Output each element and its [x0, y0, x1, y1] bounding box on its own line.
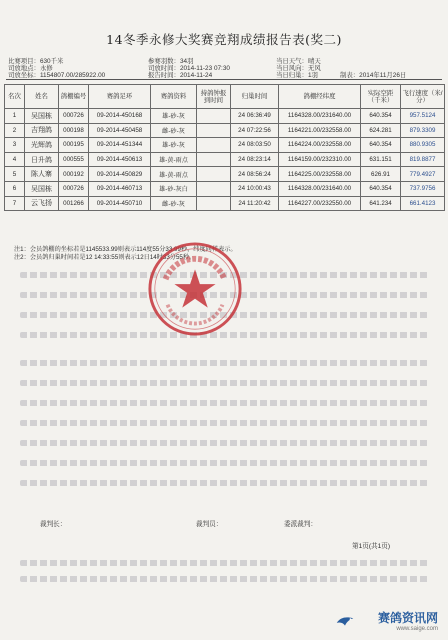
meta-club: 司放地点：永修: [8, 65, 53, 72]
cell-name: 云飞扬: [25, 196, 59, 211]
cell-arrival: 24 08:23:14: [231, 152, 279, 167]
table-header-row: [5, 85, 445, 109]
cell-coords: 1164227.00/232550.00: [279, 196, 361, 211]
bleed-through-line: [20, 420, 430, 426]
bleed-through-line: [20, 380, 430, 386]
cell-rank: 3: [5, 138, 25, 153]
cell-speed: 880.9305: [401, 138, 445, 153]
red-seal-stamp: [146, 240, 244, 338]
table-row: [5, 109, 445, 124]
cell-rank: 2: [5, 123, 25, 138]
table-row: [5, 123, 445, 138]
cell-coords: 1164221.00/232558.00: [279, 123, 361, 138]
bleed-through-line: [20, 576, 430, 582]
bleed-through-line: [20, 440, 430, 446]
meta-release-time: 司放时间：2014-11-23 07:30: [148, 65, 230, 72]
cell-loft-id: 000555: [59, 152, 89, 167]
cell-loft-id: 000198: [59, 123, 89, 138]
meta-weather: 当日天气：晴天: [276, 58, 321, 65]
cell-clock-time: [197, 152, 231, 167]
header-clock-time: 持鸽钟报到时间: [197, 85, 231, 109]
cell-ring: 09-2014-450613: [89, 152, 151, 167]
bleed-through-line: [20, 460, 430, 466]
meta-wind: 当日风向：无风: [276, 65, 321, 72]
meta-report-time: 报告时间：2014-11-24: [148, 72, 213, 79]
cell-loft-id: 000195: [59, 138, 89, 153]
header-name: 姓名: [25, 85, 59, 109]
cell-speed: 879.3309: [401, 123, 445, 138]
table-row: [5, 138, 445, 153]
header-ring: 赛鸽足环: [89, 85, 151, 109]
cell-coords: 1164159.00/232310.00: [279, 152, 361, 167]
bleed-through-line: [20, 400, 430, 406]
cell-arrival: 24 08:56:24: [231, 167, 279, 182]
cell-name: 陈人寨: [25, 167, 59, 182]
cell-ring: 09-2014-450710: [89, 196, 151, 211]
cell-coords: 1164224.00/232558.00: [279, 138, 361, 153]
header-loft-id: 鸽棚编号: [59, 85, 89, 109]
cell-rank: 1: [5, 109, 25, 124]
meta-count: 参赛羽数：34羽: [148, 58, 194, 65]
cell-name: 吉翔鸽: [25, 123, 59, 138]
header-speed: 飞行速度（米/分）: [401, 85, 445, 109]
cell-ring: 09-2014-451344: [89, 138, 151, 153]
cell-distance: 631.151: [361, 152, 401, 167]
cell-distance: 641.234: [361, 196, 401, 211]
cell-rank: 4: [5, 152, 25, 167]
cell-info: 雌-砂-灰: [151, 196, 197, 211]
meta-print-time: 制表：2014年11月26日: [340, 72, 407, 79]
table-row: [5, 181, 445, 196]
cell-name: 吴国栋: [25, 109, 59, 124]
cell-name: 吴国栋: [25, 181, 59, 196]
header-arrival: 归巢时间: [231, 85, 279, 109]
cell-speed: 737.9756: [401, 181, 445, 196]
cell-loft-id: 001266: [59, 196, 89, 211]
cell-speed: 661.4123: [401, 196, 445, 211]
cell-loft-id: 000726: [59, 181, 89, 196]
cell-distance: 626.91: [361, 167, 401, 182]
table-row: [5, 196, 445, 211]
cell-clock-time: [197, 196, 231, 211]
header-distance: 实际空距（千米）: [361, 85, 401, 109]
cell-distance: 640.354: [361, 181, 401, 196]
cell-distance: 640.354: [361, 109, 401, 124]
header-coords: 鸽棚经纬度: [279, 85, 361, 109]
cell-coords: 1164328.00/231640.00: [279, 181, 361, 196]
cell-name: 光辉鸽: [25, 138, 59, 153]
cell-ring: 09-2014-450168: [89, 109, 151, 124]
meta-project: 比赛项目：630千米: [8, 58, 64, 65]
brand-url: www.saige.com: [396, 626, 438, 632]
cell-arrival: 24 10:00:43: [231, 181, 279, 196]
header-rank: 名次: [5, 85, 25, 109]
cell-clock-time: [197, 181, 231, 196]
meta-arrive: 当日归巢：1羽: [276, 72, 318, 79]
cell-name: 日升鸽: [25, 152, 59, 167]
table-row: [5, 167, 445, 182]
cell-clock-time: [197, 123, 231, 138]
document-title: 14冬季永修大奖赛竞翔成绩报告表(奖二): [106, 32, 342, 47]
note-time: 注2：会员鸽归巢时间若是12 14:33:55则表示12日14时33分55秒。: [14, 254, 196, 261]
header-info: 赛鸽资料: [151, 85, 197, 109]
cell-rank: 5: [5, 167, 25, 182]
pigeon-logo-icon: [334, 610, 356, 632]
cell-info: 雄-砂-灰白: [151, 181, 197, 196]
brand-watermark: [378, 609, 438, 632]
referee-chief-label: 裁判长：: [40, 521, 67, 528]
cell-clock-time: [197, 138, 231, 153]
bleed-through-line: [20, 360, 430, 366]
cell-ring: 09-2014-450829: [89, 167, 151, 182]
header-divider: [6, 79, 442, 80]
cell-loft-id: 000726: [59, 109, 89, 124]
bleed-through-line: [20, 480, 430, 486]
cell-info: 雌-砂-灰: [151, 123, 197, 138]
cell-distance: 640.354: [361, 138, 401, 153]
cell-clock-time: [197, 109, 231, 124]
cell-coords: 1164328.00/231640.00: [279, 109, 361, 124]
cell-speed: 779.4927: [401, 167, 445, 182]
cell-ring: 09-2014-450458: [89, 123, 151, 138]
cell-arrival: 24 06:36:49: [231, 109, 279, 124]
cell-info: 雄-砂-灰: [151, 138, 197, 153]
delegate-referee-label: 委派裁判：: [284, 521, 317, 528]
cell-rank: 6: [5, 181, 25, 196]
cell-arrival: 24 11:20:42: [231, 196, 279, 211]
cell-ring: 09-2014-460713: [89, 181, 151, 196]
cell-clock-time: [197, 167, 231, 182]
cell-info: 雄-黄-雨点: [151, 152, 197, 167]
table-row: [5, 152, 445, 167]
cell-speed: 957.5124: [401, 109, 445, 124]
cell-coords: 1164225.00/232558.00: [279, 167, 361, 182]
referee-label: 裁判员：: [196, 521, 223, 528]
meta-coords: 司放坐标：1154807.00/285922.00: [8, 72, 106, 79]
page-number: 第1页(共1页): [352, 543, 391, 550]
brand-name: 赛鸽资讯网: [377, 611, 438, 625]
cell-info: 雄-砂-灰: [151, 109, 197, 124]
cell-speed: 819.8877: [401, 152, 445, 167]
cell-distance: 624.281: [361, 123, 401, 138]
note-coords: 注1：会员鸽棚的坐标若是1145533.99则表示114度55分33.99秒，纬度同样表示。: [14, 246, 237, 253]
results-table: [4, 84, 445, 211]
cell-loft-id: 000192: [59, 167, 89, 182]
cell-info: 雄-黄-雨点: [151, 167, 197, 182]
bleed-through-line: [20, 560, 430, 566]
cell-arrival: 24 07:22:56: [231, 123, 279, 138]
cell-rank: 7: [5, 196, 25, 211]
cell-arrival: 24 08:03:50: [231, 138, 279, 153]
